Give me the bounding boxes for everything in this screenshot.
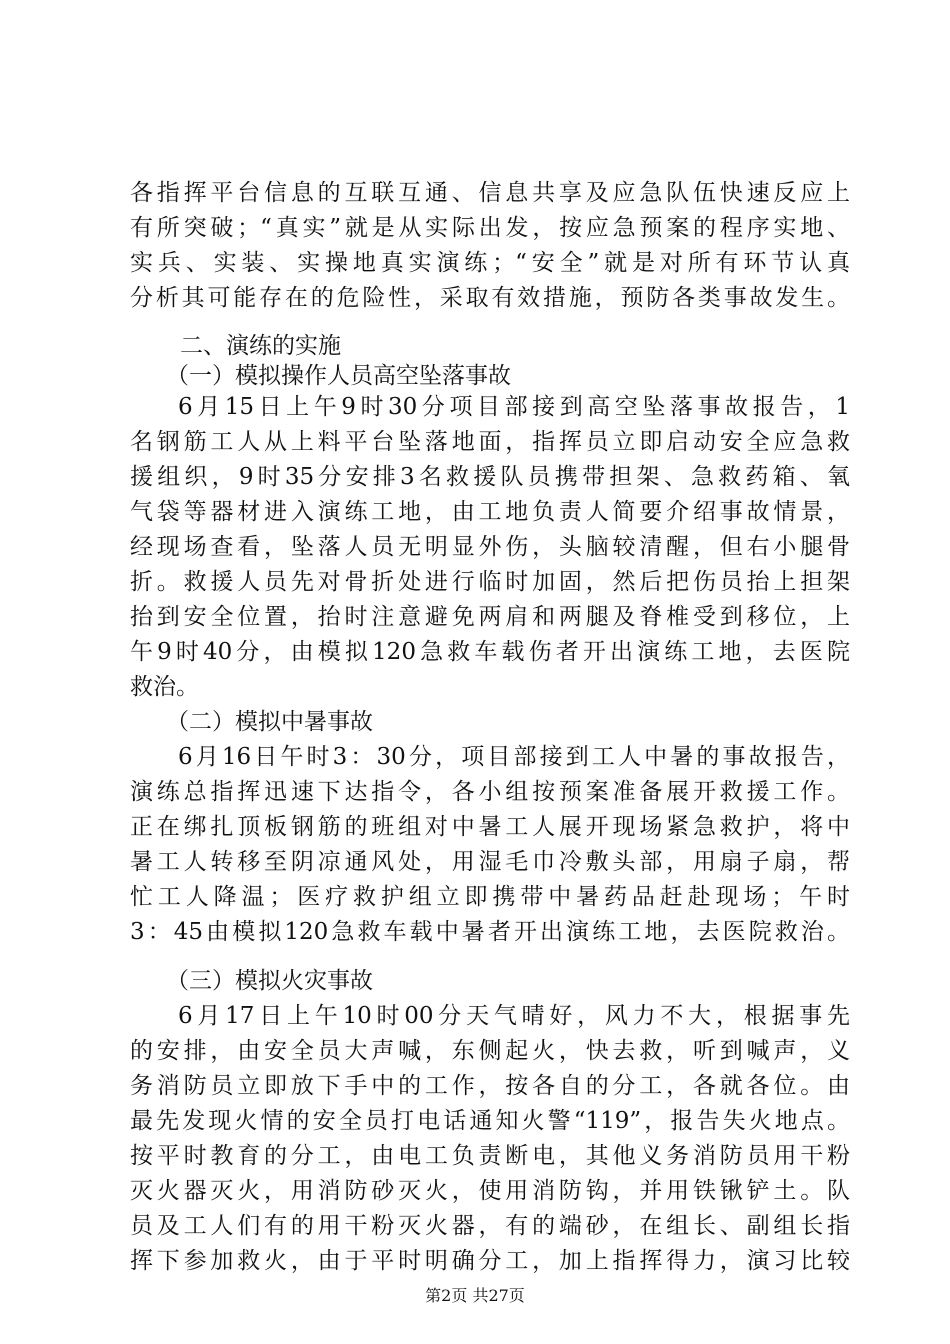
subsection-heading: （一）模拟操作人员高空坠落事故 (166, 363, 511, 389)
paragraph-line: 实兵、实装、实操地真实演练；“安全”就是对所有环节认真 (130, 250, 850, 276)
paragraph-line: 午9时40分，由模拟120急救车载伤者开出演练工地，去医院 (130, 639, 850, 665)
paragraph-line: 各指挥平台信息的互联互通、信息共享及应急队伍快速反应上 (130, 180, 850, 206)
paragraph-line: 分析其可能存在的危险性，采取有效措施，预防各类事故发生。 (130, 285, 850, 311)
paragraph-line: 援组织，9时35分安排3名救援队员携带担架、急救药箱、氧 (130, 464, 850, 490)
paragraph-line: 6月17日上午10时00分天气晴好，风力不大，根据事先 (178, 1003, 850, 1029)
paragraph-line: 抬到安全位置，抬时注意避免两肩和两腿及脊椎受到移位，上 (130, 604, 850, 630)
paragraph-line: 气袋等器材进入演练工地，由工地负责人简要介绍事故情景， (130, 499, 850, 525)
paragraph-line: 按平时教育的分工，由电工负责断电，其他义务消防员用干粉 (130, 1143, 850, 1169)
section-heading: 二、演练的实施 (180, 333, 341, 359)
paragraph-line: 经现场查看，坠落人员无明显外伤，头脑较清醒，但右小腿骨 (130, 534, 850, 560)
page-number: 第2页 共27页 (425, 1286, 525, 1305)
paragraph-line: 6月16日午时3：30分，项目部接到工人中暑的事故报告， (178, 744, 850, 770)
paragraph-line: 救治。 (130, 674, 199, 700)
paragraph-line: 有所突破；“真实”就是从实际出发，按应急预案的程序实地、 (130, 215, 850, 241)
paragraph-line: 忙工人降温；医疗救护组立即携带中暑药品赶赴现场；午时 (130, 884, 850, 910)
paragraph-line: 正在绑扎顶板钢筋的班组对中暑工人展开现场紧急救护，将中 (130, 814, 850, 840)
subsection-heading: （二）模拟中暑事故 (166, 709, 373, 735)
paragraph-line: 的安排，由安全员大声喊，东侧起火，快去救，听到喊声，义 (130, 1038, 850, 1064)
paragraph-line: 6月15日上午9时30分项目部接到高空坠落事故报告，1 (178, 394, 850, 420)
paragraph-line: 名钢筋工人从上料平台坠落地面，指挥员立即启动安全应急救 (130, 429, 850, 455)
paragraph-line: 灭火器灭火，用消防砂灭火，使用消防钩，并用铁锹铲土。队 (130, 1178, 850, 1204)
paragraph-line: 暑工人转移至阴凉通风处，用湿毛巾冷敷头部，用扇子扇，帮 (130, 849, 850, 875)
paragraph-line: 演练总指挥迅速下达指令，各小组按预案准备展开救援工作。 (130, 779, 850, 805)
subsection-heading: （三）模拟火灾事故 (166, 968, 373, 994)
paragraph-line: 3：45由模拟120急救车载中暑者开出演练工地，去医院救治。 (130, 919, 850, 945)
paragraph-line: 最先发现火情的安全员打电话通知火警“119”，报告失火地点。 (130, 1108, 850, 1134)
paragraph-line: 员及工人们有的用干粉灭火器，有的端砂，在组长、副组长指 (130, 1213, 850, 1239)
paragraph-line: 折。救援人员先对骨折处进行临时加固，然后把伤员抬上担架 (130, 569, 850, 595)
paragraph-line: 务消防员立即放下手中的工作，按各自的分工，各就各位。由 (130, 1073, 850, 1099)
paragraph-line: 挥下参加救火，由于平时明确分工，加上指挥得力，演习比较 (130, 1248, 850, 1274)
